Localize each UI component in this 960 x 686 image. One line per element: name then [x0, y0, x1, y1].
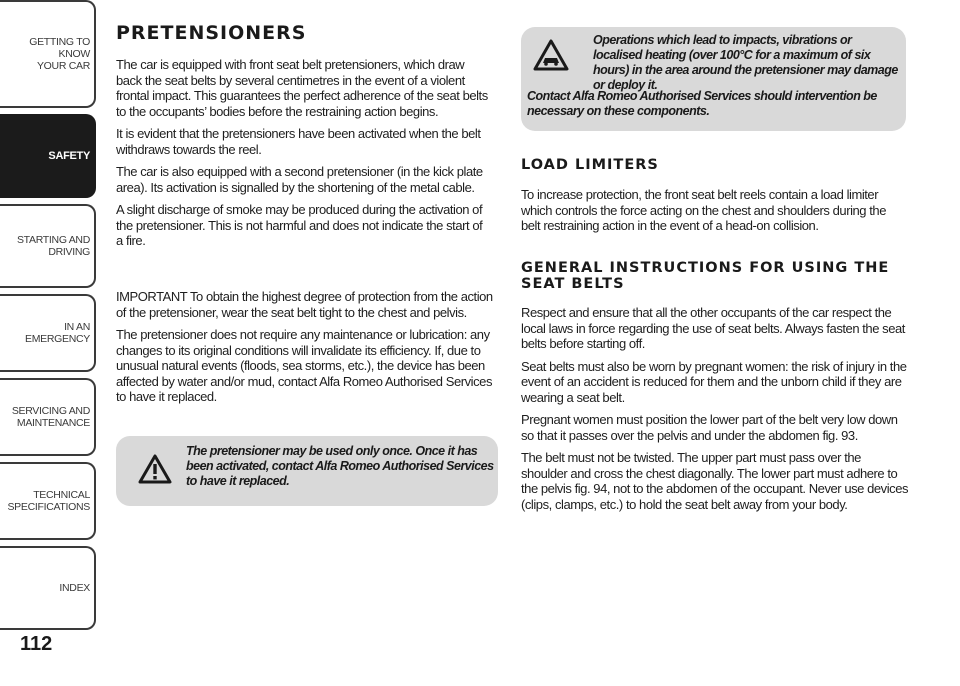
general-instructions-body — [521, 305, 910, 512]
tab-getting-to-know-your-car[interactable] — [0, 0, 96, 108]
pretensioners-body — [116, 57, 491, 249]
paragraph: IMPORTANT To obtain the highest degree of protection from the action of the pretensioner, wear the seat belt tight to the chest and pelvis. — [116, 289, 493, 320]
load-limiters-heading: LOAD LIMITERS — [521, 157, 659, 173]
paragraph: The car is equipped with front seat belt pretensioners, which draw back the seat belts by several centimetres in the event of a violent frontal impact. This guarantees the perfect adherence of the seat belts to the occupants’ bodies before the restraining action begins. — [116, 57, 488, 119]
tab-label: STARTING AND DRIVING — [16, 234, 90, 258]
tab-in-an-emergency[interactable] — [0, 294, 96, 372]
warning-box — [521, 27, 906, 131]
pretensioners-important — [116, 289, 496, 405]
paragraph: The pretensioner does not require any maintenance or lubrication: any changes to its original conditions will invalidate its efficiency. If, due to unusual natural events (floods, sea storms, etc.), the device has been affected by water and/or mud, contact Alfa Romeo Authorised Services to have it replaced. — [116, 327, 492, 404]
paragraph: Seat belts must also be worn by pregnant women: the risk of injury in the event of an accident is reduced for them and the unborn child if they are wearing a seat belt. — [521, 358, 907, 405]
tab-safety[interactable] — [0, 114, 96, 198]
tab-label: INDEX — [59, 582, 90, 594]
tab-label: IN AN EMERGENCY — [25, 321, 90, 345]
warning-text-second-part: Contact Alfa Romeo Authorised Services should intervention be necessary on these components. — [527, 89, 877, 118]
paragraph: Respect and ensure that all the other occupants of the car respect the local laws in force regarding the use of seat belts. Always fasten the seat belts before starting off. — [521, 305, 905, 351]
warning-box — [116, 436, 498, 506]
warning-text-lead — [593, 33, 899, 93]
paragraph: The belt must not be twisted. The upper part must pass over the shoulder and cross the chest diagonally. The lower part must adhere to the pelvis fig. 94, not to the abdomen of the occupant. Never use devices (clips, clamps, etc.) to hold the seat belt away from your body. — [521, 450, 909, 512]
paragraph: It is evident that the pretensioners have been activated when the belt withdraws towards the reel. — [116, 126, 481, 157]
tab-label: GETTING TO KNOW YOUR CAR — [29, 36, 90, 72]
chapter-tabs — [0, 0, 100, 640]
page-number: 112 — [20, 633, 53, 655]
warning-triangle-icon — [138, 454, 172, 484]
warning-text-first-part: Operations which lead to impacts, vibrations or localised heating (over 100°C for a maximum of six hours) in the area around the pretensioner may damage or deploy it. — [593, 33, 898, 92]
warning-text-tail — [527, 89, 903, 119]
tab-index[interactable] — [0, 546, 96, 630]
tab-technical-specifications[interactable] — [0, 462, 96, 540]
tab-starting-and-driving[interactable] — [0, 204, 96, 288]
car-warning-icon — [533, 39, 569, 71]
paragraph: To increase protection, the front seat belt reels contain a load limiter which controls the force acting on the chest and shoulders during the belt restraining action in the event of a head-on collision. — [521, 187, 886, 233]
tab-label: TECHNICAL SPECIFICATIONS — [7, 489, 90, 513]
tab-servicing-and-maintenance[interactable] — [0, 378, 96, 456]
paragraph: A slight discharge of smoke may be produced during the activation of the pretensioner. This is not harmful and does not indicate the start of a fire. — [116, 202, 483, 248]
warning-text: The pretensioner may be used only once. Once it has been activated, contact Alfa Romeo Authorised Services to have it replaced. — [186, 444, 494, 488]
paragraph: Pregnant women must position the lower part of the belt very low down so that it passes over the pelvis and under the abdomen fig. 93. — [521, 412, 898, 443]
paragraph: The car is also equipped with a second pretensioner (in the kick plate area). Its activation is signalled by the shortening of the metal cable. — [116, 164, 483, 195]
load-limiters-body — [521, 187, 906, 234]
page-title: PRETENSIONERS — [116, 22, 307, 44]
general-instructions-heading: GENERAL INSTRUCTIONS FOR USING THE SEAT BELTS — [521, 260, 890, 292]
tab-label: SAFETY — [48, 150, 90, 162]
tab-label: SERVICING AND MAINTENANCE — [11, 405, 90, 429]
